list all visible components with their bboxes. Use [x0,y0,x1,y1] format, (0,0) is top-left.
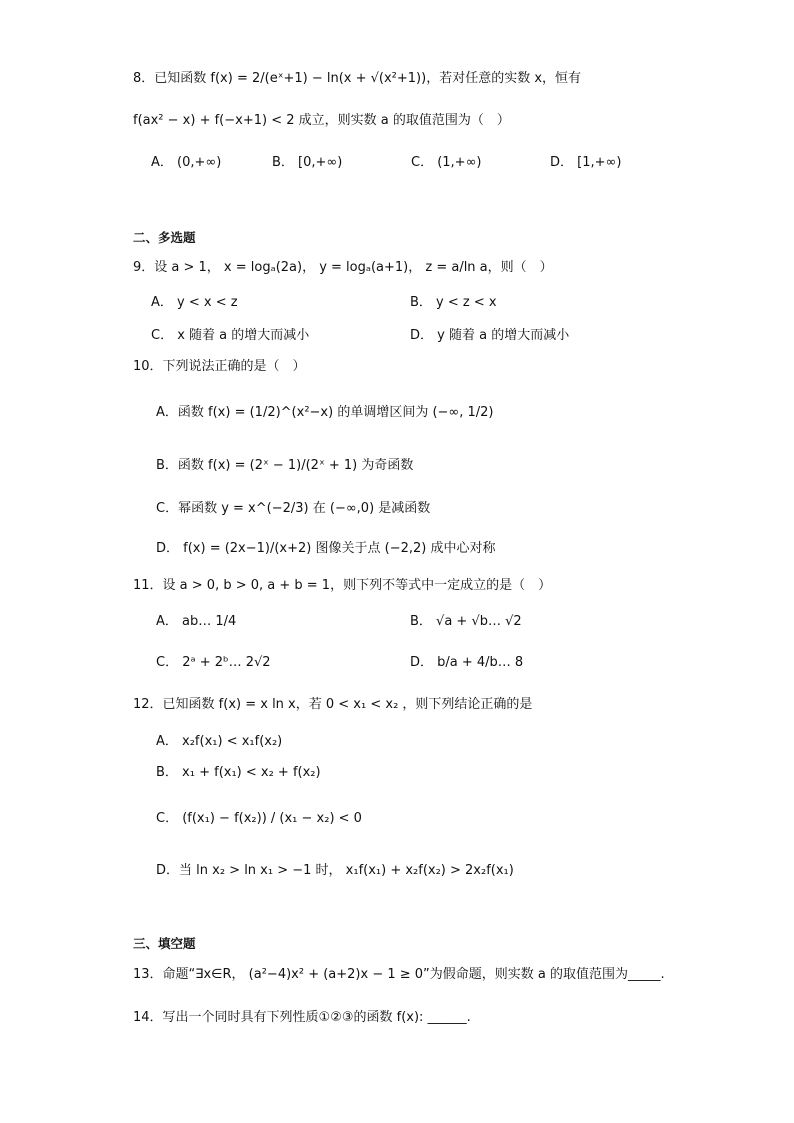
q11-option-c: C． 2ᵃ + 2ᵇ… 2√2 [156,655,271,670]
q8-stem-line2: f(ax² − x) + f(−x+1) < 2 成立，则实数 a 的取值范围为（ ） [133,113,510,128]
q9-option-b: B． y < z < x [410,295,497,310]
q8-option-a: A． (0,+∞) [151,155,222,170]
q9-option-c: C． x 随着 a 的增大而减小 [151,328,310,343]
q12-option-c: C． (f(x₁) − f(x₂)) / (x₁ − x₂) < 0 [156,811,362,826]
q8-option-b: B． [0,+∞) [272,155,343,170]
q11-stem: 11．设 a > 0, b > 0, a + b = 1，则下列不等式中一定成立的是（ ） [133,578,552,593]
q10-option-a: A．函数 f(x) = (1/2)^(x²−x) 的单调增区间为 (−∞, 1/2) [156,405,494,420]
q12-option-a: A． x₂f(x₁) < x₁f(x₂) [156,734,283,749]
q10-option-c: C．幂函数 y = x^(−2/3) 在 (−∞,0) 是减函数 [156,501,431,516]
q11-option-d: D． b/a + 4/b… 8 [410,655,524,670]
section-title-multiple-choice: 二、多选题 [133,230,196,245]
q12-option-d: D．当 ln x₂ > ln x₁ > −1 时， x₁f(x₁) + x₂f(x₂) > 2x₂f(x₁) [156,863,514,878]
q10-option-d: D． f(x) = (2x−1)/(x+2) 图像关于点 (−2,2) 成中心对称 [156,541,496,556]
q8-option-c: C． (1,+∞) [411,155,482,170]
q9-stem: 9．设 a > 1， x = logₐ(2a)， y = logₐ(a+1)， z = a/ln a，则（ ） [133,260,553,275]
q8-stem-line1: 8．已知函数 f(x) = 2/(eˣ+1) − ln(x + √(x²+1))，若对任意的实数 x，恒有 [133,71,582,86]
section-title-fill-in: 三、填空题 [133,936,196,951]
q10-stem: 10．下列说法正确的是（ ） [133,359,306,374]
q11-option-a: A． ab… 1/4 [156,614,237,629]
q8-option-d: D． [1,+∞) [550,155,622,170]
q9-option-d: D． y 随着 a 的增大而减小 [410,328,570,343]
q12-option-b: B． x₁ + f(x₁) < x₂ + f(x₂) [156,765,321,780]
q10-option-b: B．函数 f(x) = (2ˣ − 1)/(2ˣ + 1) 为奇函数 [156,458,414,473]
q11-option-b: B． √a + √b… √2 [410,614,522,629]
q14-stem: 14．写出一个同时具有下列性质①②③的函数 f(x): ______. [133,1010,471,1025]
q13-stem: 13．命题“∃x∈R， (a²−4)x² + (a+2)x − 1 ≥ 0”为假命题，则实数 a 的取值范围为_____. [133,967,665,982]
q12-stem: 12．已知函数 f(x) = x ln x，若 0 < x₁ < x₂ ，则下列结论正确的是 [133,697,533,712]
q9-option-a: A． y < x < z [151,295,238,310]
